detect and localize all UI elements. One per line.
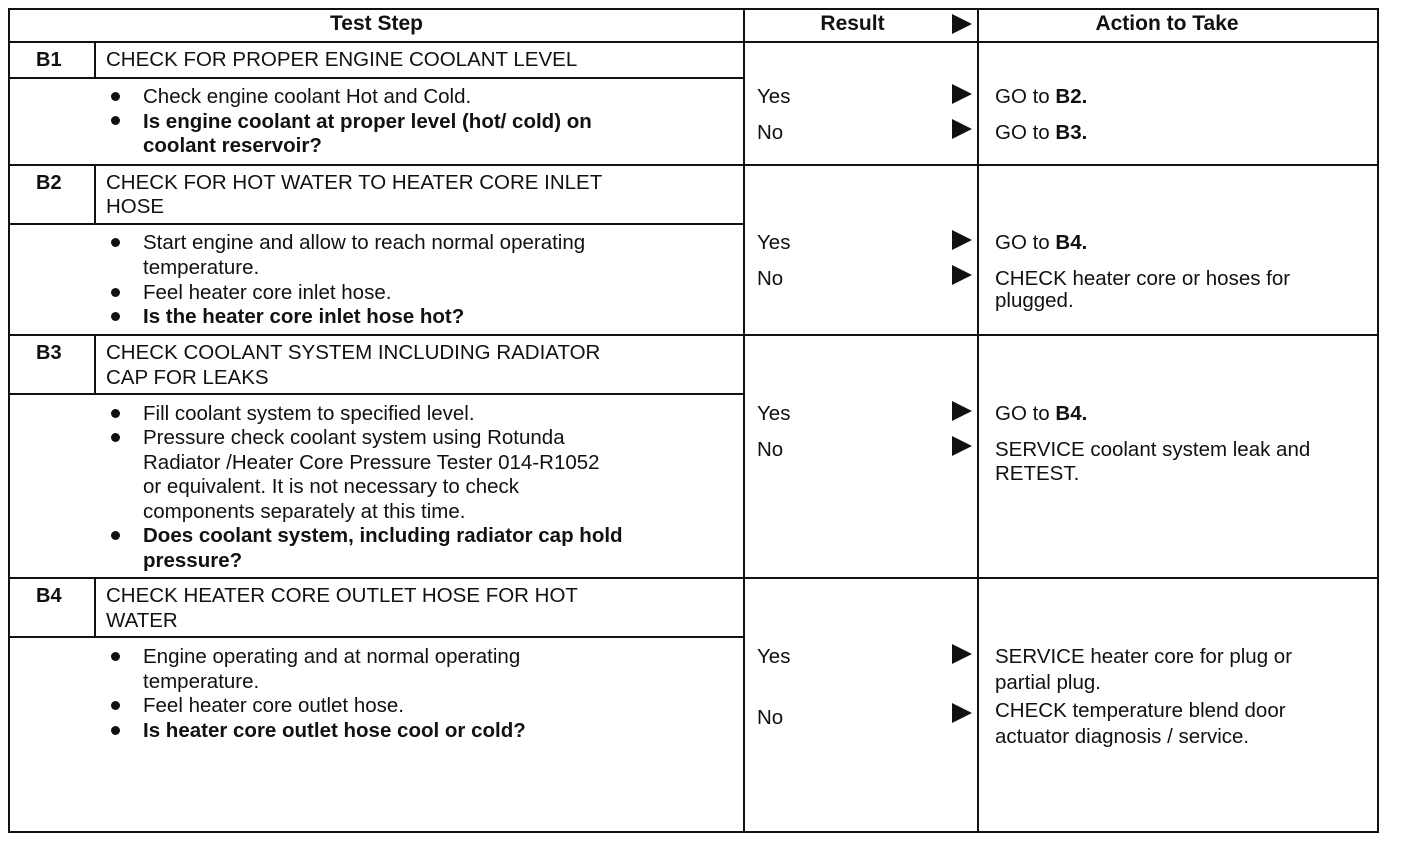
step-id-b1: B1 — [36, 49, 62, 71]
step-title-b2: CHECK FOR HOT WATER TO HEATER CORE INLET — [106, 171, 603, 194]
action-text: RETEST. — [995, 462, 1080, 485]
result-yes: Yes — [757, 402, 791, 425]
divider-result-col — [743, 8, 745, 833]
step-id-b3: B3 — [36, 342, 62, 364]
header-action: Action to Take — [1095, 12, 1239, 35]
bullet-icon — [111, 726, 120, 735]
bullet-text: components separately at this time. — [143, 500, 466, 523]
result-no: No — [757, 706, 784, 729]
step-title-b1: CHECK FOR PROPER ENGINE COOLANT LEVEL — [106, 48, 578, 71]
bullet-text: pressure? — [143, 549, 243, 572]
header-result: Result — [820, 12, 885, 35]
bullet-icon — [111, 433, 120, 442]
action-text: GO to B4. — [995, 402, 1088, 425]
bullet-text: Is engine coolant at proper level (hot/ cold) on — [143, 110, 592, 133]
bullet-text: Fill coolant system to specified level. — [143, 402, 475, 425]
result-yes: Yes — [757, 85, 791, 108]
action-text: GO to B2. — [995, 85, 1088, 108]
step-title-b2: HOSE — [106, 195, 165, 218]
bullet-text: Start engine and allow to reach normal operating — [143, 231, 586, 254]
bullet-icon — [111, 531, 120, 540]
id-divider-b1 — [94, 41, 96, 79]
bullet-icon — [111, 116, 120, 125]
result-no: No — [757, 267, 784, 290]
result-no: No — [757, 438, 784, 461]
arrow-icon — [952, 436, 972, 456]
bullet-text: Feel heater core outlet hose. — [143, 694, 404, 717]
bullet-text: Pressure check coolant system using Rotunda — [143, 426, 565, 449]
section-divider-b4 — [8, 577, 1379, 579]
header-arrow-icon — [952, 14, 972, 34]
step-title-b4: CHECK HEATER CORE OUTLET HOSE FOR HOT — [106, 584, 578, 607]
bullet-text: Check engine coolant Hot and Cold. — [143, 85, 472, 108]
action-text: SERVICE coolant system leak and — [995, 438, 1311, 461]
section-divider-b2 — [8, 164, 1379, 166]
action-text: CHECK temperature blend door — [995, 699, 1286, 722]
header-divider — [8, 41, 1379, 43]
arrow-icon — [952, 401, 972, 421]
arrow-icon — [952, 703, 972, 723]
arrow-icon — [952, 84, 972, 104]
bullet-text: or equivalent. It is not necessary to check — [143, 475, 520, 498]
title-underline-b1 — [8, 77, 745, 79]
arrow-icon — [952, 644, 972, 664]
title-underline-b2 — [8, 223, 745, 225]
section-divider-b3 — [8, 334, 1379, 336]
header-test-step: Test Step — [330, 12, 423, 35]
action-text: actuator diagnosis / service. — [995, 725, 1250, 748]
arrow-icon — [952, 119, 972, 139]
title-underline-b3 — [8, 393, 745, 395]
step-id-b2: B2 — [36, 172, 62, 194]
title-underline-b4 — [8, 636, 745, 638]
result-no: No — [757, 121, 784, 144]
bullet-text: Engine operating and at normal operating — [143, 645, 521, 668]
action-text: CHECK heater core or hoses for — [995, 267, 1291, 290]
step-id-b4: B4 — [36, 585, 62, 607]
bullet-text: temperature. — [143, 256, 260, 279]
bullet-text: Is the heater core inlet hose hot? — [143, 305, 465, 328]
step-title-b3: CHECK COOLANT SYSTEM INCLUDING RADIATOR — [106, 341, 601, 364]
arrow-icon — [952, 230, 972, 250]
bullet-icon — [111, 288, 120, 297]
bullet-text: Feel heater core inlet hose. — [143, 281, 392, 304]
action-text: plugged. — [995, 289, 1074, 312]
bullet-icon — [111, 701, 120, 710]
bullet-icon — [111, 312, 120, 321]
arrow-icon — [952, 265, 972, 285]
id-divider-b3 — [94, 334, 96, 395]
id-divider-b2 — [94, 164, 96, 225]
action-text: GO to B3. — [995, 121, 1088, 144]
bullet-text: coolant reservoir? — [143, 134, 322, 157]
divider-action-col — [977, 8, 979, 833]
bullet-icon — [111, 652, 120, 661]
bullet-text: Radiator /Heater Core Pressure Tester 014-R1052 — [143, 451, 600, 474]
bullet-text: temperature. — [143, 670, 260, 693]
bullet-text: Is heater core outlet hose cool or cold? — [143, 719, 526, 742]
step-title-b4: WATER — [106, 609, 178, 632]
result-yes: Yes — [757, 645, 791, 668]
action-text: SERVICE heater core for plug or — [995, 645, 1293, 668]
id-divider-b4 — [94, 577, 96, 638]
action-text: partial plug. — [995, 671, 1101, 694]
step-title-b3: CAP FOR LEAKS — [106, 366, 269, 389]
bullet-icon — [111, 92, 120, 101]
bullet-icon — [111, 409, 120, 418]
action-text: GO to B4. — [995, 231, 1088, 254]
bullet-text: Does coolant system, including radiator cap hold — [143, 524, 623, 547]
result-yes: Yes — [757, 231, 791, 254]
bullet-icon — [111, 238, 120, 247]
